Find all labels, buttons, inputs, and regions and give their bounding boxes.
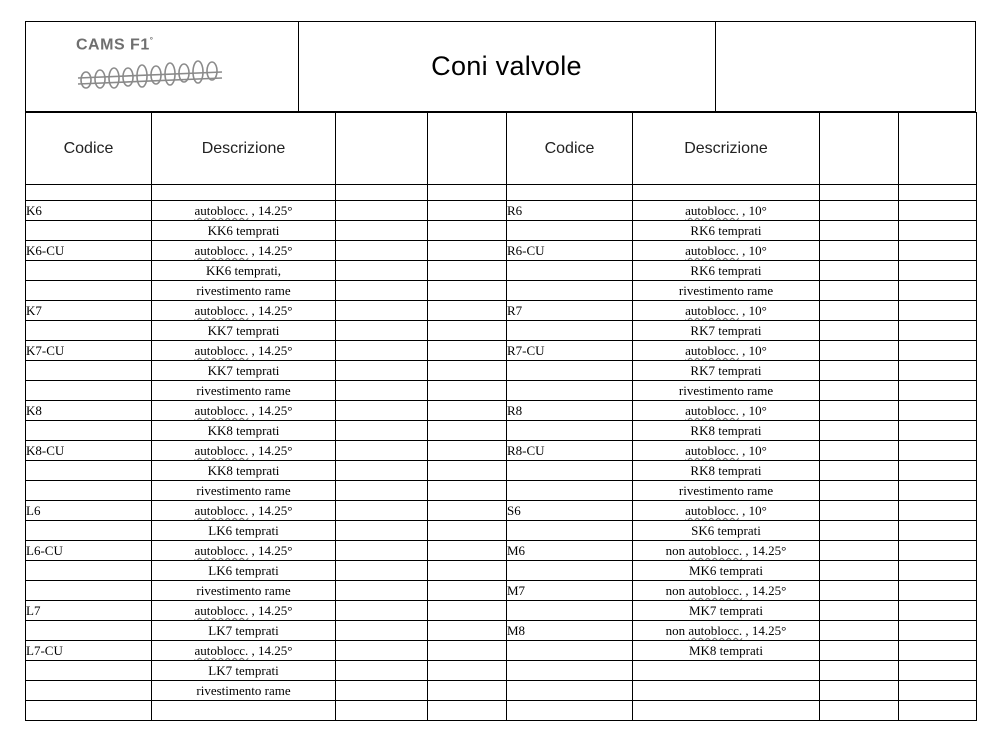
table-spacer-row <box>26 185 977 201</box>
empty-cell <box>336 561 428 581</box>
empty-cell <box>899 281 977 301</box>
spellcheck-word: autoblocc. <box>194 443 249 458</box>
right-description-cell: autoblocc. , 10° <box>633 401 820 421</box>
logo-cell <box>26 22 299 111</box>
empty-cell <box>428 701 507 721</box>
column-header-empty <box>428 113 507 185</box>
left-code-cell <box>26 281 152 301</box>
valve-cones-table <box>25 112 977 721</box>
table-row <box>26 541 977 561</box>
empty-cell <box>336 321 428 341</box>
table-row <box>26 361 977 381</box>
table-row <box>26 661 977 681</box>
empty-cell <box>428 441 507 461</box>
table-row <box>26 621 977 641</box>
right-code-cell: R6 <box>507 201 633 221</box>
empty-cell <box>820 301 899 321</box>
empty-cell <box>820 341 899 361</box>
empty-cell <box>820 461 899 481</box>
right-code-cell: R8-CU <box>507 441 633 461</box>
left-description-cell: autoblocc. , 14.25° <box>152 541 336 561</box>
right-code-cell: M7 <box>507 581 633 601</box>
empty-cell <box>336 341 428 361</box>
table-row <box>26 381 977 401</box>
left-code-cell: L6-CU <box>26 541 152 561</box>
empty-cell <box>899 541 977 561</box>
left-description-cell: rivestimento rame <box>152 481 336 501</box>
left-description-cell: LK7 temprati <box>152 661 336 681</box>
empty-cell <box>820 241 899 261</box>
empty-cell <box>820 641 899 661</box>
right-code-cell <box>507 221 633 241</box>
right-description-cell: autoblocc. , 10° <box>633 241 820 261</box>
right-description-cell: RK6 temprati <box>633 261 820 281</box>
left-description-cell: rivestimento rame <box>152 381 336 401</box>
left-description-cell: autoblocc. , 14.25° <box>152 301 336 321</box>
right-code-cell: R6-CU <box>507 241 633 261</box>
spellcheck-word: autoblocc. <box>685 503 739 518</box>
left-code-cell <box>26 321 152 341</box>
empty-cell <box>336 601 428 621</box>
spellcheck-word: autoblocc. <box>194 403 249 418</box>
left-description-cell: KK7 temprati <box>152 321 336 341</box>
right-description-cell: autoblocc. , 10° <box>633 501 820 521</box>
empty-cell <box>899 261 977 281</box>
right-description-cell: RK7 temprati <box>633 321 820 341</box>
left-code-cell <box>26 581 152 601</box>
empty-cell <box>820 481 899 501</box>
empty-cell <box>336 381 428 401</box>
left-code-cell <box>26 461 152 481</box>
spellcheck-word: autoblocc. <box>194 643 249 658</box>
spellcheck-word: autoblocc. <box>194 243 249 258</box>
right-description-cell: non autoblocc. , 14.25° <box>633 581 820 601</box>
left-description-cell: KK8 temprati <box>152 421 336 441</box>
empty-cell <box>820 621 899 641</box>
empty-cell <box>336 581 428 601</box>
empty-cell <box>428 401 507 421</box>
table-row <box>26 421 977 441</box>
table-header-row <box>26 113 977 185</box>
left-code-cell: L7 <box>26 601 152 621</box>
right-description-cell: rivestimento rame <box>633 481 820 501</box>
empty-cell <box>820 321 899 341</box>
empty-cell <box>336 201 428 221</box>
left-code-cell <box>26 221 152 241</box>
left-code-cell: L6 <box>26 501 152 521</box>
left-description-cell: autoblocc. , 14.25° <box>152 341 336 361</box>
spellcheck-word: autoblocc. <box>685 243 739 258</box>
left-code-cell <box>26 521 152 541</box>
empty-cell <box>899 441 977 461</box>
spellcheck-word: autoblocc. <box>685 203 739 218</box>
table-row <box>26 401 977 421</box>
table-row <box>26 241 977 261</box>
table-row <box>26 501 977 521</box>
right-code-cell: R8 <box>507 401 633 421</box>
right-description-cell: MK8 temprati <box>633 641 820 661</box>
empty-cell <box>428 281 507 301</box>
empty-cell <box>428 621 507 641</box>
right-code-cell <box>507 481 633 501</box>
right-code-cell: R7-CU <box>507 341 633 361</box>
left-description-cell: KK6 temprati <box>152 221 336 241</box>
left-description-cell: LK6 temprati <box>152 561 336 581</box>
empty-cell <box>336 541 428 561</box>
empty-cell <box>428 661 507 681</box>
column-header-empty <box>336 113 428 185</box>
empty-cell <box>820 261 899 281</box>
right-code-cell: M6 <box>507 541 633 561</box>
table-row <box>26 461 977 481</box>
spellcheck-word: autoblocc. <box>194 603 249 618</box>
table-row <box>26 561 977 581</box>
empty-cell <box>820 441 899 461</box>
empty-cell <box>820 221 899 241</box>
empty-cell <box>428 521 507 541</box>
left-code-cell <box>26 681 152 701</box>
empty-cell <box>428 481 507 501</box>
empty-cell <box>899 361 977 381</box>
spellcheck-word: autoblocc. <box>194 203 249 218</box>
empty-cell <box>820 561 899 581</box>
empty-cell <box>336 361 428 381</box>
table-row <box>26 301 977 321</box>
empty-cell <box>899 381 977 401</box>
right-description-cell <box>633 681 820 701</box>
left-code-cell: K7 <box>26 301 152 321</box>
table-row <box>26 601 977 621</box>
left-description-cell <box>152 701 336 721</box>
left-description-cell: autoblocc. , 14.25° <box>152 501 336 521</box>
empty-cell <box>336 501 428 521</box>
left-code-cell <box>26 261 152 281</box>
empty-cell <box>428 561 507 581</box>
empty-cell <box>899 301 977 321</box>
empty-cell <box>899 701 977 721</box>
page-title: Coni valvole <box>431 51 582 81</box>
empty-cell <box>428 201 507 221</box>
left-description-cell: rivestimento rame <box>152 581 336 601</box>
empty-cell <box>820 661 899 681</box>
empty-cell <box>899 501 977 521</box>
left-description-cell: autoblocc. , 14.25° <box>152 401 336 421</box>
left-code-cell: K8-CU <box>26 441 152 461</box>
empty-cell <box>336 261 428 281</box>
table-row <box>26 521 977 541</box>
right-code-cell: S6 <box>507 501 633 521</box>
table-row <box>26 281 977 301</box>
column-header-description-left: Descrizione <box>152 113 336 185</box>
empty-cell <box>428 341 507 361</box>
empty-cell <box>428 261 507 281</box>
left-description-cell: rivestimento rame <box>152 681 336 701</box>
left-code-cell <box>26 561 152 581</box>
empty-cell <box>899 521 977 541</box>
right-code-cell <box>507 641 633 661</box>
empty-cell <box>820 421 899 441</box>
right-code-cell <box>507 561 633 581</box>
right-code-cell <box>507 521 633 541</box>
empty-cell <box>336 641 428 661</box>
right-code-cell <box>507 281 633 301</box>
camshaft-logo-icon <box>74 58 226 92</box>
right-code-cell <box>507 361 633 381</box>
column-header-empty <box>820 113 899 185</box>
empty-cell <box>899 461 977 481</box>
table-row <box>26 481 977 501</box>
empty-cell <box>820 681 899 701</box>
right-description-cell: SK6 temprati <box>633 521 820 541</box>
right-code-cell <box>507 681 633 701</box>
empty-cell <box>899 581 977 601</box>
right-code-cell <box>507 601 633 621</box>
empty-cell <box>428 641 507 661</box>
left-code-cell: K6 <box>26 201 152 221</box>
empty-cell <box>336 301 428 321</box>
empty-cell <box>899 221 977 241</box>
table-row <box>26 581 977 601</box>
empty-cell <box>428 421 507 441</box>
empty-cell <box>428 301 507 321</box>
empty-cell <box>428 241 507 261</box>
left-code-cell: L7-CU <box>26 641 152 661</box>
spellcheck-word: autoblocc. <box>688 623 743 638</box>
spellcheck-word: autoblocc. <box>194 543 249 558</box>
right-description-cell: autoblocc. , 10° <box>633 201 820 221</box>
empty-cell <box>428 361 507 381</box>
spellcheck-word: autoblocc. <box>194 503 249 518</box>
empty-cell <box>336 521 428 541</box>
right-description-cell: autoblocc. , 10° <box>633 441 820 461</box>
empty-cell <box>820 401 899 421</box>
empty-cell <box>820 541 899 561</box>
header-empty-cell <box>715 22 975 111</box>
left-code-cell: K6-CU <box>26 241 152 261</box>
empty-cell <box>428 321 507 341</box>
empty-cell <box>336 241 428 261</box>
empty-cell <box>899 321 977 341</box>
spellcheck-word: autoblocc. <box>685 443 739 458</box>
right-description-cell: rivestimento rame <box>633 281 820 301</box>
empty-cell <box>899 401 977 421</box>
empty-cell <box>336 701 428 721</box>
right-description-cell: RK6 temprati <box>633 221 820 241</box>
right-description-cell: RK8 temprati <box>633 461 820 481</box>
empty-cell <box>336 481 428 501</box>
left-description-cell: autoblocc. , 14.25° <box>152 441 336 461</box>
empty-cell <box>899 661 977 681</box>
table-row <box>26 221 977 241</box>
empty-cell <box>336 621 428 641</box>
right-code-cell <box>507 421 633 441</box>
right-description-cell: RK7 temprati <box>633 361 820 381</box>
empty-cell <box>336 681 428 701</box>
left-description-cell: LK7 temprati <box>152 621 336 641</box>
left-code-cell <box>26 481 152 501</box>
spellcheck-word: autoblocc. <box>685 303 739 318</box>
empty-cell <box>899 681 977 701</box>
left-description-cell: KK6 temprati, <box>152 261 336 281</box>
right-code-cell <box>507 261 633 281</box>
table-row <box>26 641 977 661</box>
empty-cell <box>428 681 507 701</box>
left-code-cell <box>26 661 152 681</box>
spellcheck-word: autoblocc. <box>194 303 249 318</box>
left-code-cell <box>26 381 152 401</box>
empty-cell <box>820 281 899 301</box>
right-code-cell <box>507 321 633 341</box>
left-description-cell: autoblocc. , 14.25° <box>152 601 336 621</box>
empty-cell <box>336 441 428 461</box>
empty-cell <box>820 361 899 381</box>
empty-cell <box>428 541 507 561</box>
title-cell <box>298 22 716 111</box>
empty-cell <box>820 501 899 521</box>
right-description-cell: MK6 temprati <box>633 561 820 581</box>
left-description-cell: autoblocc. , 14.25° <box>152 641 336 661</box>
spellcheck-word: autoblocc. <box>688 583 743 598</box>
empty-cell <box>336 281 428 301</box>
right-description-cell: rivestimento rame <box>633 381 820 401</box>
right-code-cell <box>507 381 633 401</box>
table-row <box>26 341 977 361</box>
column-header-code-right: Codice <box>507 113 633 185</box>
empty-cell <box>820 601 899 621</box>
left-description-cell: KK7 temprati <box>152 361 336 381</box>
table-row <box>26 701 977 721</box>
right-description-cell: non autoblocc. , 14.25° <box>633 541 820 561</box>
empty-cell <box>336 401 428 421</box>
empty-cell <box>899 241 977 261</box>
spellcheck-word: autoblocc. <box>194 343 249 358</box>
right-code-cell: R7 <box>507 301 633 321</box>
left-code-cell: K8 <box>26 401 152 421</box>
spellcheck-word: autoblocc. <box>688 543 743 558</box>
brand-logo-text: CAMS F1° <box>76 36 154 54</box>
right-description-cell: autoblocc. , 10° <box>633 301 820 321</box>
left-description-cell: LK6 temprati <box>152 521 336 541</box>
right-description-cell <box>633 701 820 721</box>
empty-cell <box>428 461 507 481</box>
empty-cell <box>899 481 977 501</box>
table-row <box>26 441 977 461</box>
header-band <box>25 21 976 112</box>
left-code-cell <box>26 701 152 721</box>
column-header-description-right: Descrizione <box>633 113 820 185</box>
spellcheck-word: autoblocc. <box>685 343 739 358</box>
column-header-empty <box>899 113 977 185</box>
left-code-cell <box>26 361 152 381</box>
table-row <box>26 201 977 221</box>
left-description-cell: KK8 temprati <box>152 461 336 481</box>
empty-cell <box>899 201 977 221</box>
empty-cell <box>899 601 977 621</box>
right-code-cell <box>507 661 633 681</box>
right-description-cell: RK8 temprati <box>633 421 820 441</box>
left-description-cell: rivestimento rame <box>152 281 336 301</box>
empty-cell <box>820 201 899 221</box>
empty-cell <box>899 641 977 661</box>
empty-cell <box>336 221 428 241</box>
document-sheet <box>25 21 976 112</box>
right-description-cell <box>633 661 820 681</box>
right-description-cell: non autoblocc. , 14.25° <box>633 621 820 641</box>
left-description-cell: autoblocc. , 14.25° <box>152 241 336 261</box>
right-code-cell <box>507 701 633 721</box>
empty-cell <box>336 661 428 681</box>
right-description-cell: MK7 temprati <box>633 601 820 621</box>
spellcheck-word: autoblocc. <box>685 403 739 418</box>
empty-cell <box>820 521 899 541</box>
empty-cell <box>820 701 899 721</box>
table-row <box>26 681 977 701</box>
empty-cell <box>428 601 507 621</box>
empty-cell <box>428 381 507 401</box>
column-header-code-left: Codice <box>26 113 152 185</box>
empty-cell <box>336 461 428 481</box>
right-code-cell: M8 <box>507 621 633 641</box>
table-row <box>26 261 977 281</box>
empty-cell <box>820 581 899 601</box>
empty-cell <box>899 621 977 641</box>
empty-cell <box>428 501 507 521</box>
empty-cell <box>336 421 428 441</box>
empty-cell <box>428 581 507 601</box>
left-code-cell <box>26 421 152 441</box>
empty-cell <box>428 221 507 241</box>
empty-cell <box>899 561 977 581</box>
left-code-cell: K7-CU <box>26 341 152 361</box>
right-description-cell: autoblocc. , 10° <box>633 341 820 361</box>
left-code-cell <box>26 621 152 641</box>
table-row <box>26 321 977 341</box>
left-description-cell: autoblocc. , 14.25° <box>152 201 336 221</box>
empty-cell <box>899 421 977 441</box>
empty-cell <box>899 341 977 361</box>
empty-cell <box>820 381 899 401</box>
right-code-cell <box>507 461 633 481</box>
